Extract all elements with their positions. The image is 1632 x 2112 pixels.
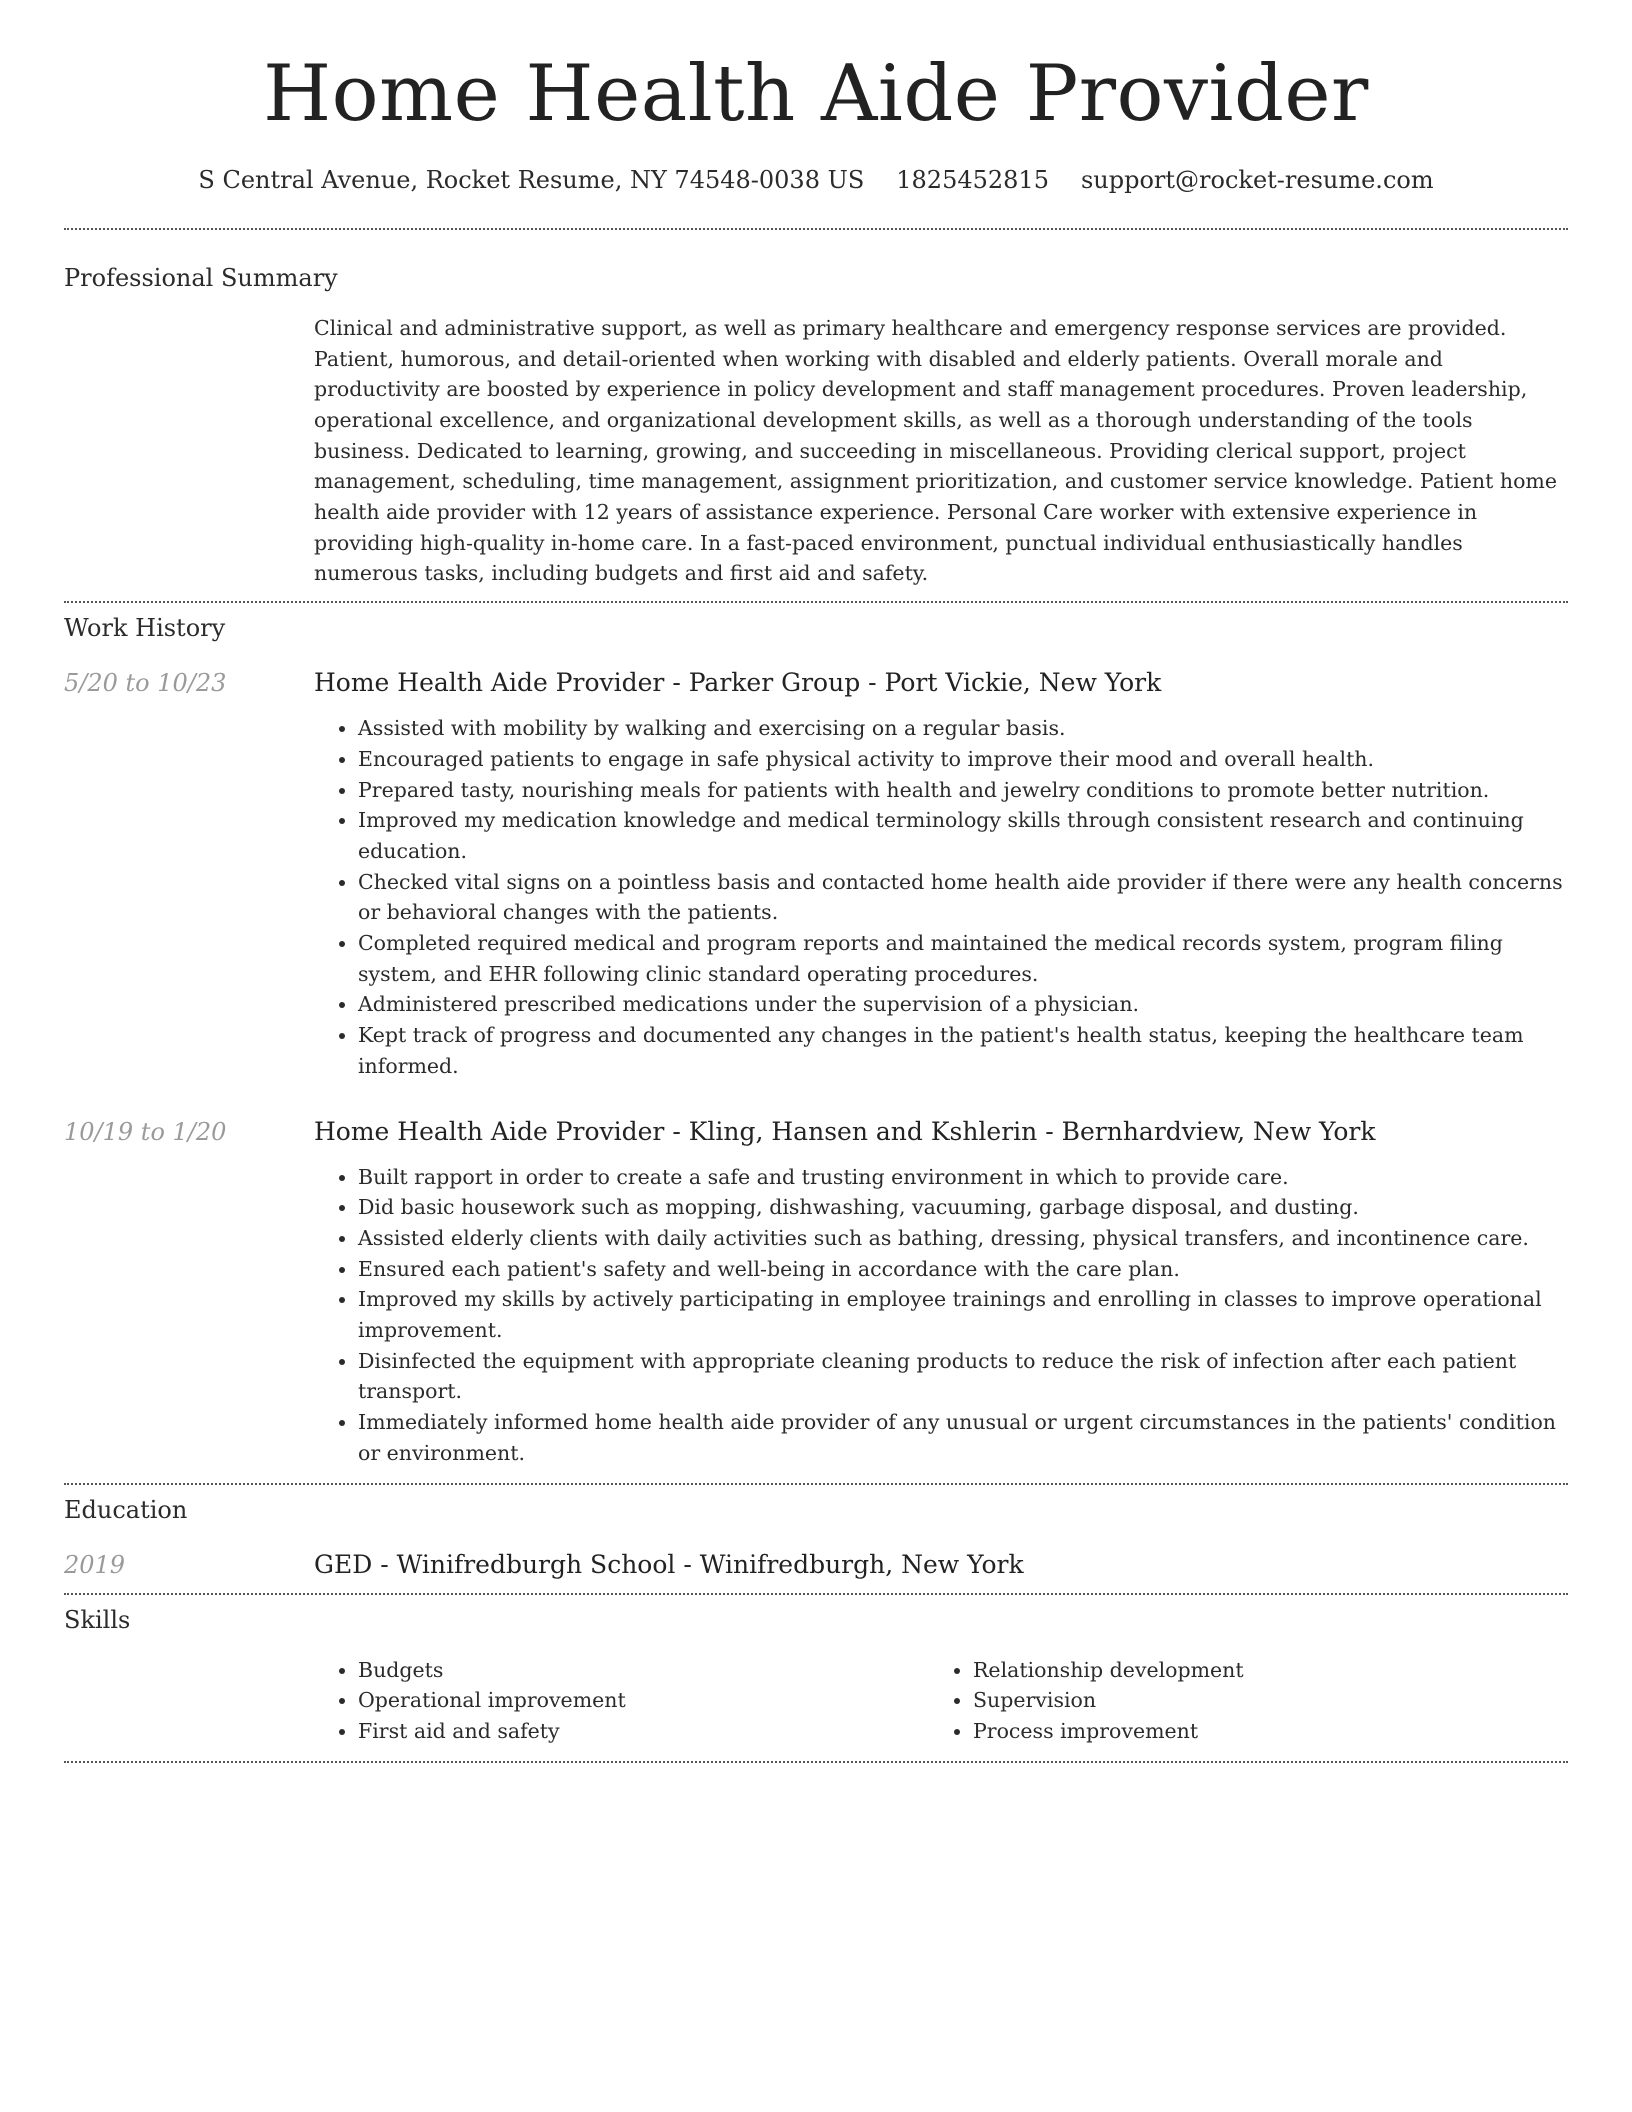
job-bullets xyxy=(314,1162,1568,1469)
skills-title: Skills xyxy=(64,1605,131,1634)
skill-item: • Relationship development xyxy=(973,1655,1544,1686)
job-heading: Home Health Aide Provider - Kling, Hansen and Kshlerin - Bernhardview, New York xyxy=(314,1116,1376,1146)
divider xyxy=(64,1483,1568,1485)
list-item: • Immediately informed home health aide provider of any unusual or urgent circumstances in the patients' condition or environment. xyxy=(358,1407,1568,1468)
contact-phone: 1825452815 xyxy=(896,165,1049,194)
divider xyxy=(64,1761,1568,1763)
skill-item: • Process improvement xyxy=(973,1716,1544,1747)
education-title: Education xyxy=(64,1495,188,1524)
list-item: • Assisted elderly clients with daily activities such as bathing, dressing, physical transfers, and incontinence care. xyxy=(358,1223,1568,1254)
job-bullets xyxy=(314,713,1568,1081)
list-item: • Completed required medical and program reports and maintained the medical records system, program filing system, and EHR following clinic standard operating procedures. xyxy=(358,928,1568,989)
contact-address: S Central Avenue, Rocket Resume, NY 74548-0038 US xyxy=(198,165,865,194)
education-year: 2019 xyxy=(64,1550,126,1579)
list-item: • Kept track of progress and documented any changes in the patient's health status, keeping the healthcare team informed. xyxy=(358,1020,1568,1081)
resume-header xyxy=(64,0,1568,194)
skill-item: • Operational improvement xyxy=(358,1685,929,1716)
list-item: • Ensured each patient's safety and well-being in accordance with the care plan. xyxy=(358,1254,1568,1285)
divider xyxy=(64,601,1568,603)
skill-item: • Budgets xyxy=(358,1655,929,1686)
list-item: • Did basic housework such as mopping, dishwashing, vacuuming, garbage disposal, and dusting. xyxy=(358,1192,1568,1223)
education-entry: GED - Winifredburgh School - Winifredburgh, New York xyxy=(314,1549,1024,1579)
list-item: • Encouraged patients to engage in safe physical activity to improve their mood and overall health. xyxy=(358,744,1568,775)
work-history-title: Work History xyxy=(64,614,226,643)
summary-text: Clinical and administrative support, as well as primary healthcare and emergency response services are provided. Patient, humorous, and detail-oriented when working with disabled and elderly patients. Overall morale and productivity are boosted by experience in policy development and staff management procedures. Proven leadership, operational excellence, and organizational development skills, as well as a thorough understanding of the tools business. Dedicated to learning, growing, and succeeding in miscellaneous. Providing clerical support, project management, scheduling, time management, assignment prioritization, and customer service knowledge. Patient home health aide provider with 12 years of assistance experience. Personal Care worker with extensive experience in providing high-quality in-home care. In a fast-paced environment, punctual individual enthusiastically handles numerous tasks, including budgets and first aid and safety. xyxy=(314,315,1557,586)
job-entry xyxy=(64,667,1568,1081)
skills-list-left xyxy=(314,1655,929,1747)
skill-item: • First aid and safety xyxy=(358,1716,929,1747)
list-item: • Prepared tasty, nourishing meals for patients with health and jewelry conditions to promote better nutrition. xyxy=(358,775,1568,806)
job-dates: 10/19 to 1/20 xyxy=(64,1117,227,1146)
summary-title: Professional Summary xyxy=(64,263,338,292)
list-item: • Built rapport in order to create a safe and trusting environment in which to provide care. xyxy=(358,1162,1568,1193)
contact-line xyxy=(64,166,1568,194)
list-item: • Assisted with mobility by walking and exercising on a regular basis. xyxy=(358,713,1568,744)
list-item: • Improved my medication knowledge and medical terminology skills through consistent research and continuing education. xyxy=(358,805,1568,866)
summary-section xyxy=(64,264,1568,589)
list-item: • Administered prescribed medications under the supervision of a physician. xyxy=(358,989,1568,1020)
list-item: • Disinfected the equipment with appropriate cleaning products to reduce the risk of infection after each patient transport. xyxy=(358,1346,1568,1407)
work-history-section xyxy=(64,614,1568,1468)
skills-list-right xyxy=(929,1655,1544,1747)
list-item: • Improved my skills by actively participating in employee trainings and enrolling in classes to improve operational improvement. xyxy=(358,1284,1568,1345)
divider xyxy=(64,228,1568,230)
contact-email: support@rocket-resume.com xyxy=(1080,165,1434,194)
education-section xyxy=(64,1496,1568,1581)
skills-section xyxy=(64,1606,1568,1747)
candidate-name: Home Health Aide Provider xyxy=(263,49,1369,139)
skill-item: • Supervision xyxy=(973,1685,1544,1716)
job-dates: 5/20 to 10/23 xyxy=(64,669,227,698)
job-entry xyxy=(64,1116,1568,1469)
list-item: • Checked vital signs on a pointless basis and contacted home health aide provider if there were any health concerns or behavioral changes with the patients. xyxy=(358,867,1568,928)
divider xyxy=(64,1593,1568,1595)
job-heading: Home Health Aide Provider - Parker Group - Port Vickie, New York xyxy=(314,668,1162,698)
